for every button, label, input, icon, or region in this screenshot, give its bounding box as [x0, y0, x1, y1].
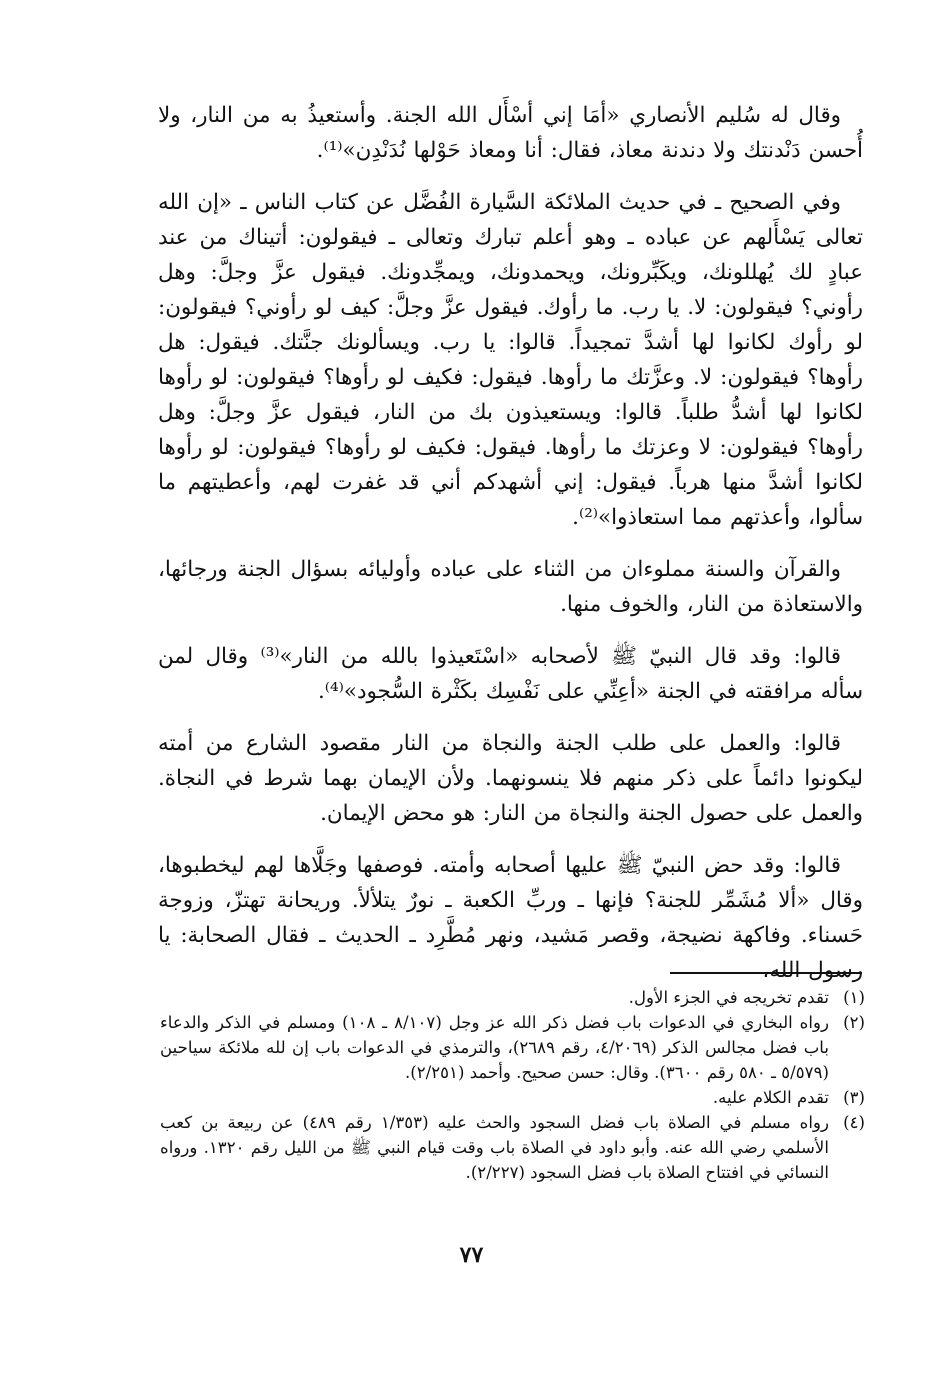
footnote-number: (١): [843, 988, 865, 1007]
footnote-number: (٤): [843, 1113, 865, 1132]
footnote-4: [160, 1110, 865, 1185]
paragraph-2: وفي الصحيح ـ في حديث الملائكة السَّيارة الفُضَّل عن كتاب الناس ـ «إن الله تعالى يَسْأَلهم عن عباده ـ وهو أعلم تبارك وتعالى ـ فيقولون: أتيناك من عند عبادٍ لك يُهللونك، ويكَبِّرونك، ويحمدونك، ويمجِّدونك. فيقول عزَّ وجلَّ: وهل رأوني؟ فيقولون: لا. يا رب. ما رأوك. فيقول عزَّ وجلَّ: كيف لو رأوني؟ فيقولون: لو رأوك لكانوا لها أشدَّ تمجيداً. قالوا: يا رب. ويسألونك جنَّتك. فيقول: هل رأوها؟ فيقولون: لا. وعزَّتك ما رأوها. فيقول: فكيف لو رأوها؟ فيقولون: لو رأوها لكانوا لها أشدُّ طلباً. قالوا: ويستعيذون بك من النار، فيقول عزَّ وجلَّ: وهل رأوها؟ فيقولون: لا وعزتك ما رأوها. فيقول: فكيف لو رأوها؟ فيقولون: لو رأوها لكانوا أشدَّ منها هرباً. فيقول: إني أشهدكم أني قد غفرت لهم، وأعطيتهم ما سألوا، وأعذتهم مما استعاذوا»⁽²⁾.: [158, 190, 863, 530]
main-text: [158, 98, 863, 1005]
footnote-1: [160, 985, 865, 1010]
footnote-number: (٢): [843, 1013, 865, 1032]
paragraph-4: قالوا: وقد قال النبيّ ﷺ لأصحابه «اسْتَعيذوا بالله من النار»⁽³⁾ وقال لمن سأله مرافقته في الجنة «أعِنِّي على نَفْسِك بكَثْرة السُّجود»⁽⁴⁾.: [158, 644, 863, 704]
paragraph-6: قالوا: وقد حض النبيّ ﷺ عليها أصحابه وأمته. فوصفها وجَلَّاها لهم ليخطبوها، وقال «ألا مُشَمِّر للجنة؟ فإنها ـ وربِّ الكعبة ـ نورٌ يتلألأ. وريحانة تهتزّ، وزوجة حَسناء. وفاكهة نضيجة، وقصر مَشيد، ونهر مُطَّرِد ـ الحديث ـ فقال الصحابة: يا رسول الله،: [158, 853, 863, 983]
footnote-separator: [670, 972, 862, 974]
footnotes: [160, 985, 865, 1185]
footnote-number: (٣): [843, 1088, 865, 1107]
page-number: ٧٧: [459, 1242, 484, 1268]
footnote-text: رواه البخاري في الدعوات باب فضل ذكر الله عز وجل (٨/١٠٧ ـ ١٠٨) ومسلم في الذكر والدعاء باب فضل مجالس الذكر (٤/٢٠٦٩، رقم ٢٦٨٩)، والترمذي في الدعوات باب إن لله ملائكة سياحين (٥/٥٧٩ ـ ٥٨٠ رقم ٣٦٠٠). وقال: حسن صحيح. وأحمد (٢/٢٥١).: [160, 1013, 829, 1082]
paragraph-5: قالوا: والعمل على طلب الجنة والنجاة من النار مقصود الشارع من أمته ليكونوا دائماً على ذكر منهم فلا ينسونهما. ولأن الإيمان بهما شرط في النجاة. والعمل على حصول الجنة والنجاة من النار: هو محض الإيمان.: [158, 731, 863, 826]
footnote-2: [160, 1010, 865, 1085]
footnote-text: تقدم الكلام عليه.: [712, 1088, 829, 1107]
footnote-3: [160, 1085, 865, 1110]
footnote-text: رواه مسلم في الصلاة باب فضل السجود والحث عليه (١/٣٥٣ رقم ٤٨٩) عن ربيعة بن كعب الأسلمي رضي الله عنه. وأبو داود في الصلاة باب وقت قيام النبي ﷺ من الليل رقم ١٣٢٠. ورواه النسائي في افتتاح الصلاة باب فضل السجود (٢/٢٢٧).: [160, 1113, 829, 1182]
footnote-text: تقدم تخريجه في الجزء الأول.: [628, 988, 829, 1007]
paragraph-3: والقرآن والسنة مملوءان من الثناء على عباده وأوليائه بسؤال الجنة ورجائها، والاستعاذة من النار، والخوف منها.: [158, 557, 863, 617]
paragraph-1: وقال له سُليم الأنصاري «أمَا إني أسْأَل الله الجنة. وأستعيذُ به من النار، ولا أُحسن دَنْدنتك ولا دندنة معاذ، فقال: أنا ومعاذ حَوْلها نُدَنْدِن»⁽¹⁾.: [158, 103, 863, 163]
